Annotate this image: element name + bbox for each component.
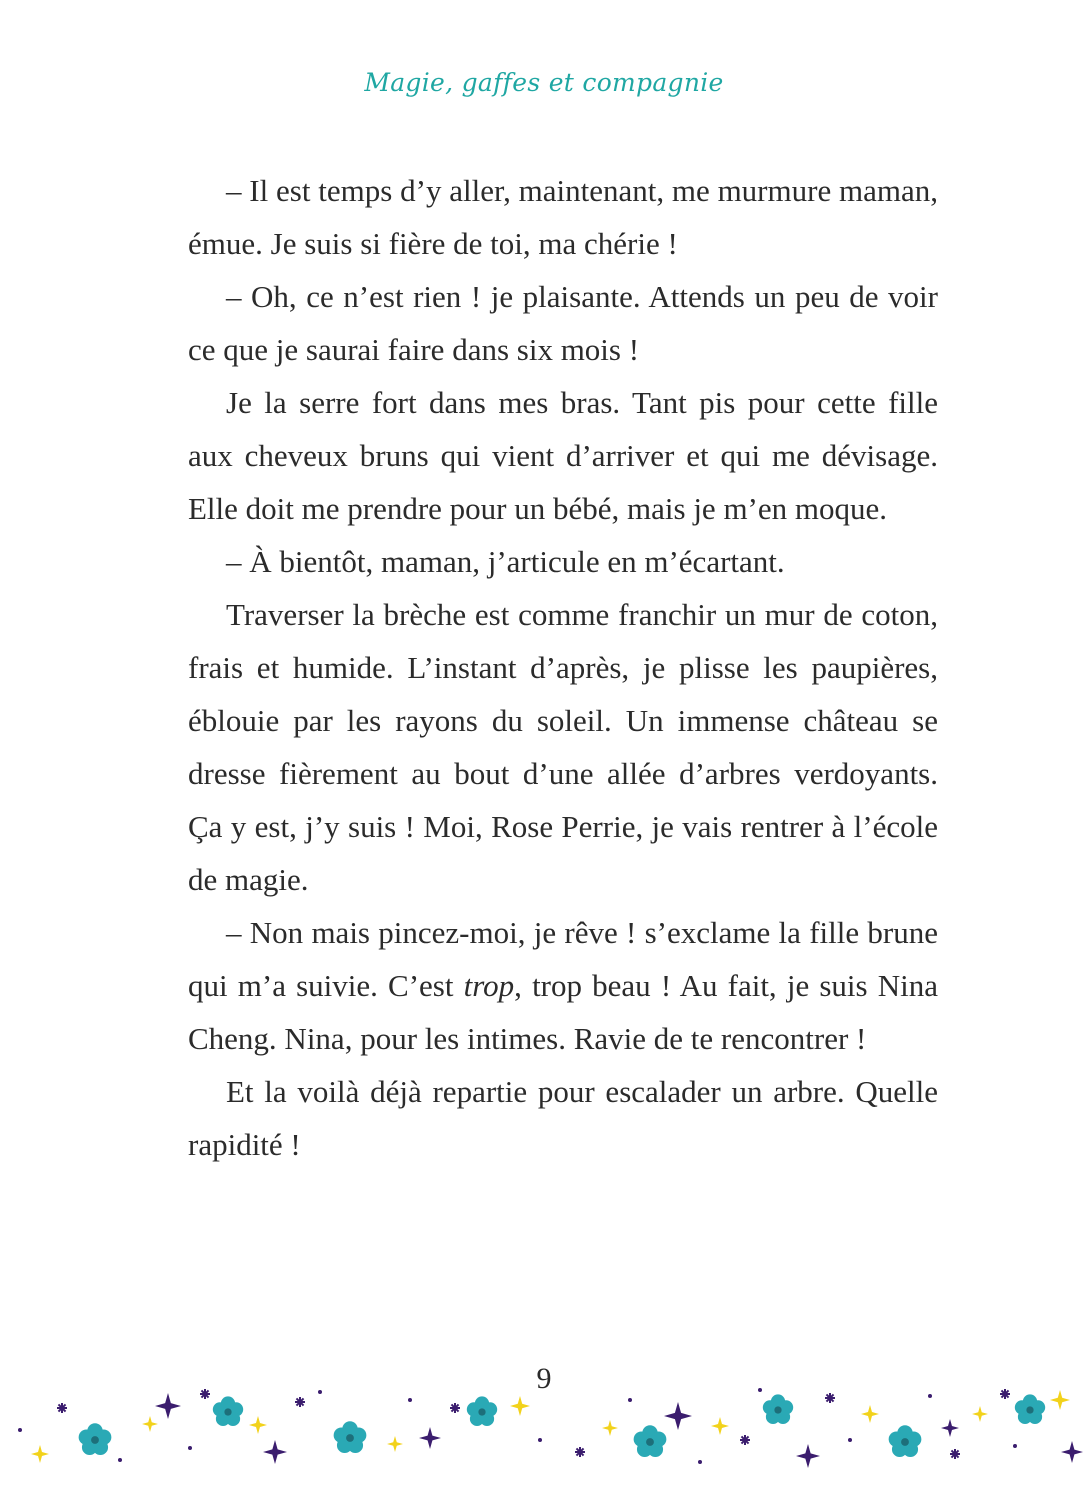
starburst-icon (450, 1403, 460, 1413)
dot-icon (1013, 1444, 1017, 1448)
flower-icon (213, 1396, 243, 1426)
starburst-icon (575, 1447, 585, 1457)
dot-icon (758, 1388, 762, 1392)
sparkle-icon (31, 1445, 49, 1463)
paragraph-text: , trop beau ! Au fait, je suis Nina Cheng. Nina, pour les intimes. Ravie de te rencontrer ! (188, 968, 938, 1056)
flower-icon (634, 1425, 667, 1457)
running-title: Magie, gaffes et compagnie (364, 68, 724, 97)
sparkle-icon (387, 1436, 403, 1452)
sparkle-icon (510, 1396, 530, 1416)
star-icon (796, 1444, 820, 1468)
dot-icon (188, 1446, 192, 1450)
sparkle-icon (249, 1416, 267, 1434)
star-icon (941, 1419, 959, 1437)
flower-icon (334, 1421, 367, 1453)
flower-icon (763, 1394, 793, 1424)
dot-icon (318, 1390, 322, 1394)
paragraph: Traverser la brèche est comme franchir un mur de coton, frais et humide. L’instant d’après, je plisse les paupières, éblouie par les rayons du soleil. Un immense château se dresse fièrement au bout d’une allée d’arbres verdoyants. Ça y est, j’y suis ! Moi, Rose Perrie, je vais rentrer à l’école de magie. (188, 597, 938, 897)
emphasis-text: trop (463, 968, 515, 1003)
starburst-icon (295, 1397, 305, 1407)
paragraph: – Oh, ce n’est rien ! je plaisante. Attends un peu de voir ce que je saurai faire dans six mois ! (188, 279, 938, 367)
flower-icon (889, 1425, 922, 1457)
dot-icon (408, 1398, 412, 1402)
star-icon (263, 1440, 287, 1464)
paragraph: – Il est temps d’y aller, maintenant, me murmure maman, émue. Je suis si fière de toi, ma chérie ! (188, 173, 938, 261)
paragraph: – À bientôt, maman, j’articule en m’écartant. (226, 544, 785, 579)
sparkle-icon (602, 1420, 618, 1436)
starburst-icon (57, 1403, 67, 1413)
paragraph: Je la serre fort dans mes bras. Tant pis pour cette fille aux cheveux bruns qui vient d’arriver et qui me dévisage. Elle doit me prendre pour un bébé, mais je m’en moque. (188, 385, 938, 526)
star-icon (155, 1393, 181, 1419)
starburst-icon (1000, 1389, 1010, 1399)
star-icon (1061, 1441, 1083, 1463)
star-icon (664, 1402, 692, 1430)
dot-icon (928, 1394, 932, 1398)
sparkle-icon (142, 1416, 158, 1432)
page-number: 9 (536, 1362, 552, 1395)
dot-icon (698, 1460, 702, 1464)
starburst-icon (740, 1435, 750, 1445)
body-text (188, 164, 938, 1171)
dot-icon (118, 1458, 122, 1462)
paragraph (188, 906, 938, 1065)
dot-icon (628, 1398, 632, 1402)
starburst-icon (200, 1389, 210, 1399)
flower-icon (1015, 1394, 1045, 1424)
paragraph-text: – Non mais pincez-moi, je rêve ! s’exclame la fille brune qui m’a suivie. C’est (188, 915, 938, 1003)
flower-icon (79, 1423, 112, 1455)
starburst-icon (825, 1393, 835, 1403)
flower-icon (467, 1396, 497, 1426)
sparkle-icon (1050, 1390, 1070, 1410)
floral-border-decoration (0, 1370, 1088, 1490)
paragraph: Et la voilà déjà repartie pour escalader un arbre. Quelle rapidité ! (188, 1074, 938, 1162)
starburst-icon (950, 1449, 960, 1459)
sparkle-icon (711, 1417, 729, 1435)
dot-icon (18, 1428, 22, 1432)
dot-icon (848, 1438, 852, 1442)
sparkle-icon (972, 1406, 988, 1422)
dot-icon (538, 1438, 542, 1442)
sparkle-icon (861, 1405, 879, 1423)
star-icon (419, 1427, 441, 1449)
